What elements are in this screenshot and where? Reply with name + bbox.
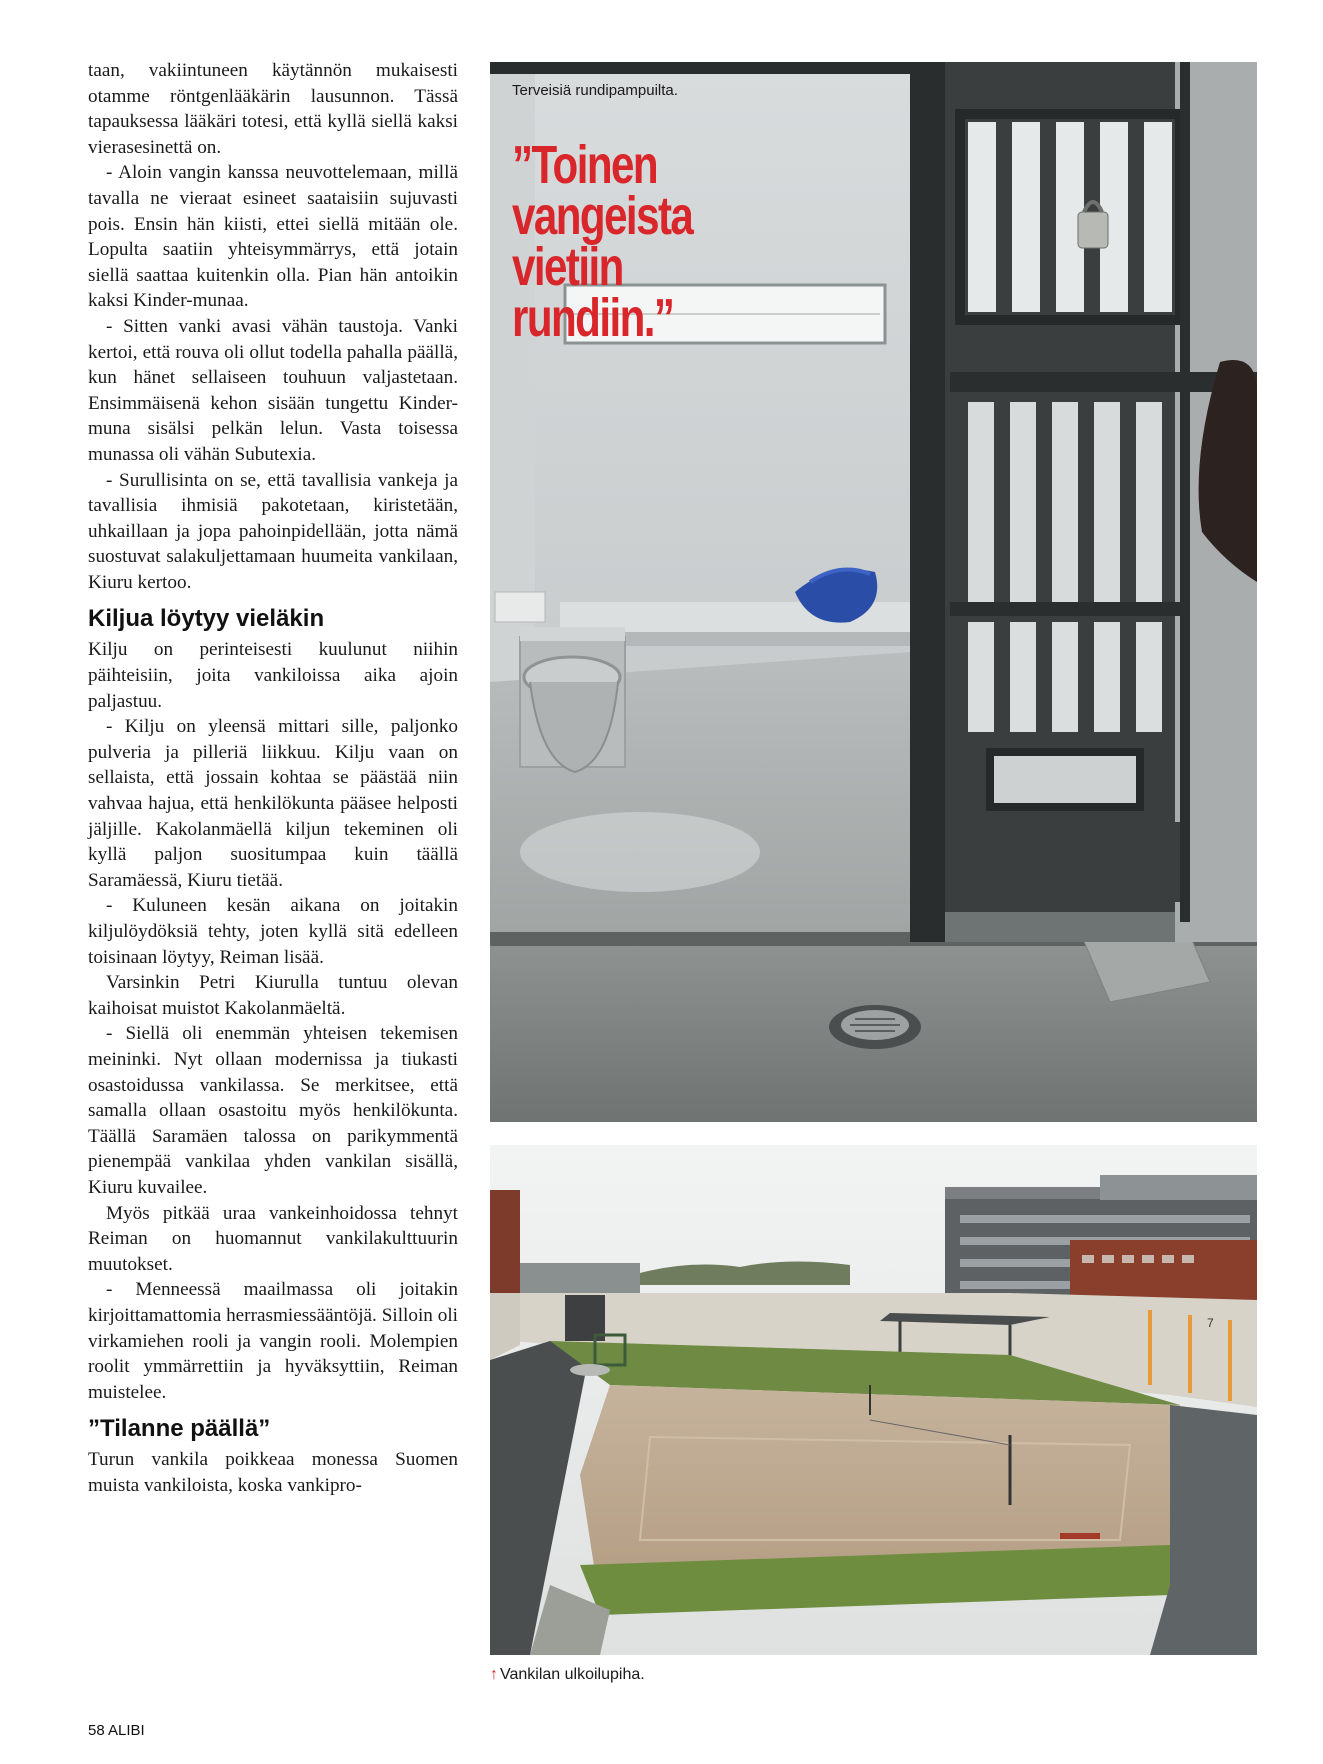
paragraph: - Sitten vanki avasi vähän taustoja. Vanki kertoi, että rouva oli ollut todella pahalla päällä, kun hänet sellaiseen touhuun valjastetaan. Ensimmäisenä kehon sisään tungettu Kinder-muna sisälsi pelkän lelun. Vasta toisessa munassa oli vähän Subutexia. <box>88 315 458 465</box>
pull-quote-line: vangeista <box>512 186 693 246</box>
pull-quote-line: rundiin.” <box>512 288 674 348</box>
paragraph: - Menneessä maailmassa oli joitakin kirjoittamattomia herrasmiessääntöjä. Silloin oli virkamiehen rooli ja vangin rooli. Molempien roolit ymmärrettiin ja hyväksyttiin, Reiman muistelee. <box>88 1279 458 1403</box>
paragraph: - Kuluneen kesän aikana on joitakin kiljulöydöksiä tehty, joten kyllä sitä edelleen toisinaan löytyy, Reiman lisää. <box>88 895 458 968</box>
photo-caption-top: Terveisiä rundipampuilta. <box>512 82 678 99</box>
section-heading: Kiljua löytyy vieläkin <box>88 605 325 633</box>
pull-quote-line: vietiin <box>512 237 623 297</box>
paragraph: Kilju on perinteisesti kuulunut niihin päihteisiin, joita vankiloissa aika ajoin paljastuu. <box>88 639 458 712</box>
pull-quote <box>512 135 715 348</box>
yard-photo <box>490 1145 1257 1655</box>
article-column <box>88 58 458 1498</box>
arrow-up-icon: ↑ <box>490 1666 498 1683</box>
paragraph: Turun vankila poikkeaa monessa Suomen muista vankiloista, koska vankipro- <box>88 1449 458 1496</box>
paragraph: - Siellä oli enemmän yhteisen tekemisen meininki. Nyt ollaan modernissa ja tiukasti osastoidussa vankilassa. Se merkitsee, että samalla ollaan osastoitu myös henkilökunta. Täällä Saramäen talossa on parikymmentä pienempää vankilaa yhden vankilan sisällä, Kiuru kuvailee. <box>88 1023 458 1198</box>
paragraph: - Surullisinta on se, että tavallisia vankeja ja tavallisia ihmisiä pakotetaan, kiristetään, uhkaillaan ja jopa pahoinpidellään, jotta nämä suostuvat salakuljettamaan huumeita vankilaan, Kiuru kertoo. <box>88 469 458 593</box>
paragraph: - Kilju on yleensä mittari sille, paljonko pulveria ja pilleriä liikkuu. Kilju vaan on sellaista, että jossain kohtaa se päästää niin vahvaa hajua, että henkilökunta pääsee helposti jäljille. Kakolanmäellä kiljun tekeminen oli kyllä paljon suositumpaa kuin täällä Saramäessä, Kiuru tietää. <box>88 716 458 891</box>
yard-illustration <box>490 1145 1257 1655</box>
section-heading: ”Tilanne päällä” <box>88 1415 271 1443</box>
photo-caption-bottom <box>490 1666 645 1684</box>
yard-sign-number: 7 <box>1207 1316 1214 1330</box>
caption-text: Vankilan ulkoilupiha. <box>500 1666 645 1683</box>
page-folio: 58 ALIBI <box>88 1722 145 1739</box>
paragraph: Varsinkin Petri Kiurulla tuntuu olevan kaihoisat muistot Kakolanmäeltä. <box>88 972 458 1019</box>
pull-quote-line: ”Toinen <box>512 135 658 195</box>
paragraph: Myös pitkää uraa vankeinhoidossa tehnyt Reiman on huomannut vankilakulttuurin muutokset. <box>88 1202 458 1275</box>
paragraph: taan, vakiintuneen käytännön mukaisesti otamme röntgenlääkärin lausunnon. Tässä tapauksessa lääkäri totesi, että kyllä siellä kaksi vierasesinettä on. <box>88 60 458 158</box>
paragraph: - Aloin vangin kanssa neuvottelemaan, millä tavalla ne vieraat esineet saataisiin sujuvasti pois. Ensin hän kiisti, ettei siellä mitään ole. Lopulta saatiin yhteisymmärrys, että jotain siellä saattaa kuitenkin olla. Pian hän antoikin kaksi Kinder-munaa. <box>88 162 458 312</box>
